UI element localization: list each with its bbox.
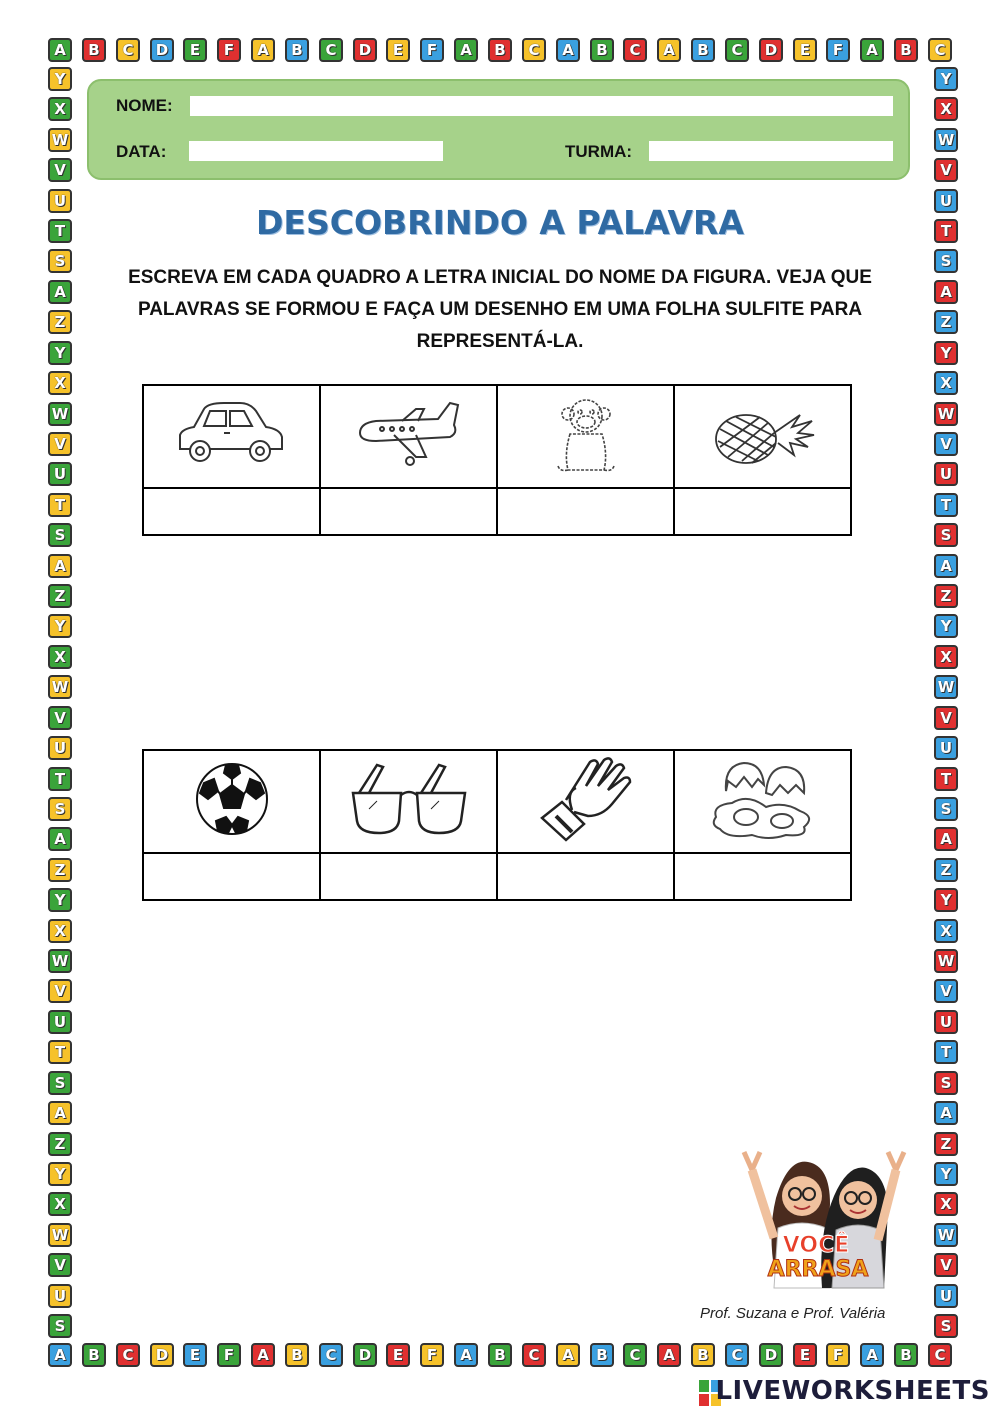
letter-block: A <box>657 38 681 62</box>
letter-block: A <box>48 554 72 578</box>
letter-block: W <box>48 128 72 152</box>
page-title: DESCOBRINDO A PALAVRA <box>256 203 744 242</box>
letter-block: W <box>934 949 958 973</box>
airplane-icon <box>354 399 464 469</box>
letter-block: U <box>934 736 958 760</box>
letter-block: Y <box>934 888 958 912</box>
letter-block: S <box>48 523 72 547</box>
letter-block: E <box>386 38 410 62</box>
letter-block: V <box>48 158 72 182</box>
letter-block: C <box>725 1343 749 1367</box>
letter-block: X <box>934 919 958 943</box>
letter-block: S <box>934 523 958 547</box>
letter-block: S <box>934 249 958 273</box>
letter-block: D <box>759 38 783 62</box>
letter-block: S <box>48 1314 72 1338</box>
letter-block: E <box>183 1343 207 1367</box>
letter-block: A <box>556 1343 580 1367</box>
letter-block: X <box>934 371 958 395</box>
letter-block: B <box>691 1343 715 1367</box>
picture-cell <box>143 750 320 853</box>
pineapple-icon <box>708 399 818 469</box>
picture-cell <box>497 750 674 853</box>
letter-block: U <box>934 1010 958 1034</box>
date-field[interactable] <box>189 141 443 161</box>
letter-block: E <box>793 38 817 62</box>
letter-block: W <box>934 128 958 152</box>
letter-block: B <box>894 38 918 62</box>
letter-block: U <box>48 1010 72 1034</box>
picture-cell <box>497 385 674 488</box>
picture-cell <box>320 750 497 853</box>
letter-block: C <box>522 38 546 62</box>
car-icon <box>174 399 289 469</box>
letter-block: T <box>934 1040 958 1064</box>
letter-block: V <box>48 432 72 456</box>
letter-block: A <box>48 827 72 851</box>
letter-block: B <box>590 38 614 62</box>
eggs-icon <box>708 757 818 842</box>
letter-block: S <box>48 797 72 821</box>
letter-block: C <box>522 1343 546 1367</box>
letter-block: T <box>48 767 72 791</box>
letter-block: U <box>934 189 958 213</box>
date-label: DATA: <box>116 142 167 161</box>
letter-block: T <box>48 1040 72 1064</box>
letter-block: X <box>934 645 958 669</box>
letter-block: F <box>217 1343 241 1367</box>
letter-block: V <box>48 1253 72 1277</box>
letter-block: C <box>116 1343 140 1367</box>
letter-block: A <box>934 827 958 851</box>
exercise-2-table <box>142 749 852 901</box>
letter-block: Y <box>934 67 958 91</box>
letter-block: Y <box>48 614 72 638</box>
answer-cell[interactable] <box>674 488 851 535</box>
letter-block: W <box>934 1223 958 1247</box>
letter-block: W <box>48 949 72 973</box>
name-label: NOME: <box>116 96 173 115</box>
letter-block: B <box>691 38 715 62</box>
letter-block: V <box>934 1253 958 1277</box>
letter-block: C <box>319 1343 343 1367</box>
letter-block: Y <box>48 888 72 912</box>
picture-cell <box>674 385 851 488</box>
letter-block: T <box>934 767 958 791</box>
letter-block: T <box>934 493 958 517</box>
letter-block: S <box>48 249 72 273</box>
letter-block: A <box>860 1343 884 1367</box>
letter-block: Z <box>48 1132 72 1156</box>
letter-block: A <box>556 38 580 62</box>
letter-block: W <box>934 402 958 426</box>
monkey-icon <box>546 394 626 474</box>
letter-block: F <box>826 1343 850 1367</box>
letter-block: D <box>150 1343 174 1367</box>
logo-text-2: ARRASA <box>767 1257 869 1282</box>
letter-block: Z <box>934 310 958 334</box>
letter-block: X <box>48 1192 72 1216</box>
letter-block: X <box>48 919 72 943</box>
letter-block: Z <box>48 584 72 608</box>
glasses-icon <box>349 759 469 839</box>
answer-cell[interactable] <box>497 853 674 900</box>
letter-block: E <box>386 1343 410 1367</box>
letter-block: T <box>48 219 72 243</box>
letter-block: A <box>48 1101 72 1125</box>
letter-block: T <box>48 493 72 517</box>
exercise-1-table <box>142 384 852 536</box>
letter-block: A <box>934 280 958 304</box>
picture-cell <box>320 385 497 488</box>
letter-block: U <box>48 1284 72 1308</box>
letter-block: C <box>725 38 749 62</box>
letter-block: S <box>934 797 958 821</box>
letter-block: X <box>934 97 958 121</box>
instructions-text: ESCREVA EM CADA QUADRO A LETRA INICIAL DO NOME DA FIGURA. VEJA QUE PALAVRAS SE FORMOU E FAÇA UM DESENHO EM UMA FOLHA SULFITE PARA REPRESENTÁ-LA. <box>128 267 872 352</box>
letter-block: V <box>934 979 958 1003</box>
letter-block: B <box>82 1343 106 1367</box>
letter-block: E <box>793 1343 817 1367</box>
letter-block: D <box>759 1343 783 1367</box>
letter-block: U <box>934 1284 958 1308</box>
letter-block: A <box>251 38 275 62</box>
teachers-cartoon-logo <box>738 1148 910 1296</box>
letter-block: A <box>860 38 884 62</box>
letter-block: W <box>48 675 72 699</box>
letter-block: C <box>319 38 343 62</box>
letter-block: A <box>251 1343 275 1367</box>
letter-block: Z <box>48 858 72 882</box>
letter-block: D <box>150 38 174 62</box>
letter-block: W <box>48 1223 72 1247</box>
class-label: TURMA: <box>565 142 633 161</box>
letter-block: D <box>353 38 377 62</box>
letter-block: Y <box>48 1162 72 1186</box>
letter-block: A <box>934 554 958 578</box>
letter-block: W <box>48 402 72 426</box>
letter-block: U <box>48 736 72 760</box>
letter-block: U <box>48 462 72 486</box>
letter-block: X <box>48 371 72 395</box>
letter-block: C <box>623 1343 647 1367</box>
letter-block: A <box>657 1343 681 1367</box>
answer-cell[interactable] <box>143 488 320 535</box>
letter-block: U <box>934 462 958 486</box>
picture-cell <box>674 750 851 853</box>
letter-block: F <box>420 38 444 62</box>
letter-block: E <box>183 38 207 62</box>
letter-block: A <box>48 38 72 62</box>
letter-block: A <box>48 280 72 304</box>
letter-block: C <box>928 1343 952 1367</box>
letter-block: A <box>48 1343 72 1367</box>
liveworksheets-brand: LIVEWORKSHEETS <box>715 1376 990 1406</box>
letter-block: W <box>934 675 958 699</box>
answer-cell[interactable] <box>320 488 497 535</box>
letter-block: C <box>116 38 140 62</box>
answer-cell[interactable] <box>143 853 320 900</box>
letter-block: B <box>488 1343 512 1367</box>
letter-block: B <box>488 38 512 62</box>
letter-block: Y <box>934 614 958 638</box>
letter-block: A <box>454 38 478 62</box>
letter-block: B <box>894 1343 918 1367</box>
letter-block: S <box>48 1071 72 1095</box>
letter-block: C <box>623 38 647 62</box>
letter-block: Y <box>48 341 72 365</box>
answer-cell[interactable] <box>674 853 851 900</box>
letter-block: D <box>353 1343 377 1367</box>
letter-block: Y <box>934 1162 958 1186</box>
letter-block: B <box>285 38 309 62</box>
letter-block: V <box>934 158 958 182</box>
letter-block: V <box>934 432 958 456</box>
answer-cell[interactable] <box>320 853 497 900</box>
letter-block: V <box>48 706 72 730</box>
letter-block: F <box>826 38 850 62</box>
letter-block: C <box>928 38 952 62</box>
letter-block: Z <box>934 858 958 882</box>
letter-block: S <box>934 1314 958 1338</box>
letter-block: Z <box>48 310 72 334</box>
letter-block: Y <box>934 341 958 365</box>
letter-block: B <box>82 38 106 62</box>
letter-block: A <box>934 1101 958 1125</box>
soccer-ball-icon <box>192 759 272 839</box>
student-info-box <box>87 79 910 180</box>
letter-block: F <box>420 1343 444 1367</box>
letter-block: B <box>590 1343 614 1367</box>
glove-icon <box>536 754 636 844</box>
logo-text-1: VOCÊ <box>782 1233 850 1258</box>
answer-cell[interactable] <box>497 488 674 535</box>
letter-block: X <box>48 97 72 121</box>
picture-cell <box>143 385 320 488</box>
letter-block: V <box>934 706 958 730</box>
letter-block: X <box>934 1192 958 1216</box>
class-field[interactable] <box>649 141 893 161</box>
letter-block: V <box>48 979 72 1003</box>
letter-block: Z <box>934 1132 958 1156</box>
letter-block: T <box>934 219 958 243</box>
letter-block: B <box>285 1343 309 1367</box>
letter-block: Z <box>934 584 958 608</box>
letter-block: A <box>454 1343 478 1367</box>
letter-block: S <box>934 1071 958 1095</box>
letter-block: U <box>48 189 72 213</box>
name-field[interactable] <box>190 96 893 116</box>
letter-block: F <box>217 38 241 62</box>
letter-block: Y <box>48 67 72 91</box>
author-credit: Prof. Suzana e Prof. Valéria <box>700 1305 886 1322</box>
letter-block: X <box>48 645 72 669</box>
